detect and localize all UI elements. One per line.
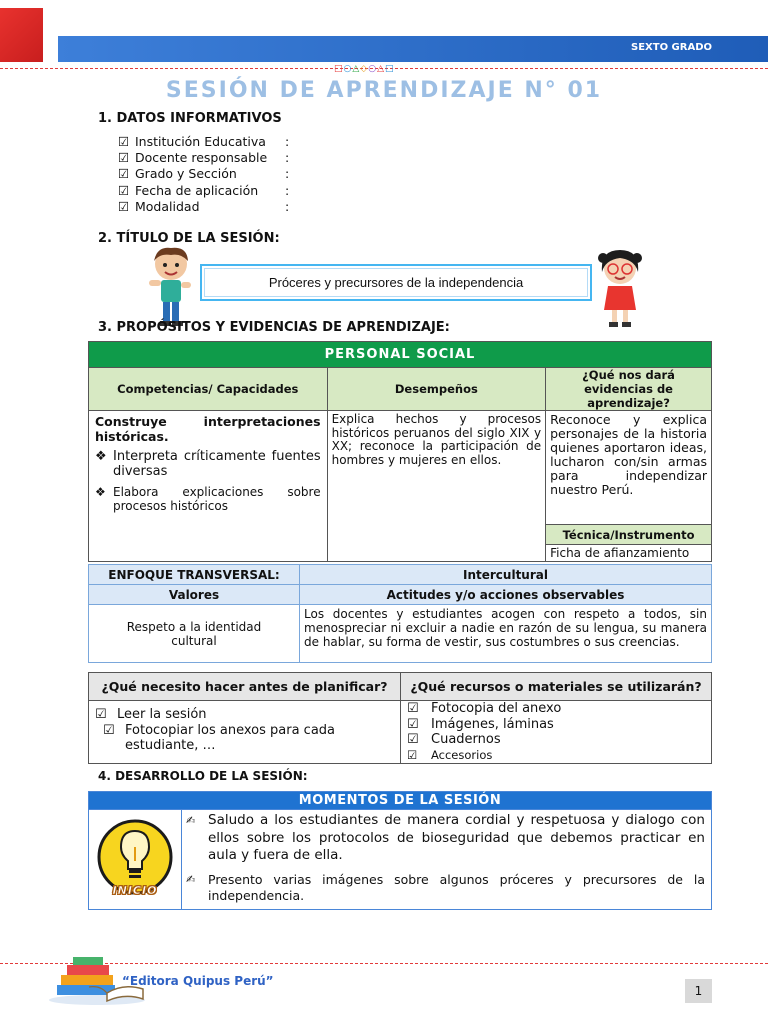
checkbox-icon: ☑ (407, 701, 419, 716)
list-item: ☑ Accesorios (407, 747, 493, 762)
grade-label: SEXTO GRADO (631, 42, 712, 53)
valores-header: Valores (89, 585, 300, 605)
evidencia-cell: Reconoce y explica personajes de la historia quienes aportaron ideas, lucharon con/sin armas para independizar nuestro Perú. (546, 411, 712, 525)
session-title-box: Próceres y precursores de la independencia (200, 264, 592, 301)
checkbox-icon: ☑ (407, 716, 419, 732)
enfoque-value: Intercultural (300, 565, 712, 585)
activity-item: ✍ Presento varias imágenes sobre algunos próceres y precursores de la independencia. (186, 871, 705, 903)
info-item: ☑ Modalidad : (118, 198, 290, 214)
circle-icon: ○ (343, 64, 353, 74)
checkbox-icon: ☑ (118, 166, 130, 182)
page-title: SESIÓN DE APRENDIZAJE N° 01 (165, 78, 603, 103)
checkbox-icon: ☑ (95, 707, 107, 722)
section-1-heading: 1. DATOS INFORMATIVOS (98, 111, 282, 126)
page-number: 1 (685, 979, 712, 1003)
list-item: ☑ Imágenes, láminas (407, 716, 554, 732)
checkbox-icon: ☑ (103, 722, 115, 738)
list-item: ☑ Fotocopia del anexo (407, 701, 562, 716)
diamond-bullet-icon: ❖ (95, 485, 106, 499)
enfoque-table (88, 564, 712, 663)
capacidad-item: ❖ Interpreta críticamente fuentes diversas (95, 449, 321, 479)
editorial-name: “Editora Quipus Perú” (122, 974, 274, 988)
checkbox-icon: ☑ (118, 198, 130, 214)
list-item: ☑ Cuadernos (407, 732, 501, 747)
tecnica-value: Ficha de afianzamiento (546, 545, 712, 562)
info-item: ☑ Fecha de aplicación : (118, 182, 290, 198)
list-item: ☑ Leer la sesión (95, 707, 207, 722)
square-icon: □ (385, 64, 395, 74)
column-header-evidencias: ¿Qué nos dará evidencias de aprendizaje? (546, 368, 712, 411)
actitudes-header: Actitudes y/o acciones observables (300, 585, 712, 605)
inicio-label: INICIO (112, 884, 158, 898)
recursos-header: ¿Qué recursos o materiales se utilizarán? (401, 673, 712, 701)
moments-table (88, 791, 712, 910)
triangle-icon: △ (352, 64, 361, 74)
capacidad-item: ❖ Elabora explicaciones sobre procesos históricos (95, 485, 321, 513)
corner-decoration (0, 8, 43, 62)
decorative-shapes (334, 64, 395, 74)
column-header-competencias: Competencias/ Capacidades (89, 368, 328, 411)
checkbox-icon: ☑ (407, 747, 418, 762)
moments-header: MOMENTOS DE LA SESIÓN (89, 792, 712, 810)
checkbox-icon: ☑ (118, 150, 130, 166)
triangle-icon: △ (377, 64, 385, 74)
info-item: ☑ Docente responsable : (118, 150, 290, 166)
accion-cell: Los docentes y estudiantes acogen con respeto a todos, sin menospreciar ni excluir a nadie en razón de su lengua, su manera de hablar, su forma de vestir, sus costumbres o sus creencias. (300, 605, 712, 663)
list-item: ☑ Fotocopiar los anexos para cada estudiante, … (103, 722, 336, 753)
inicio-content-cell (182, 810, 712, 910)
diamond-icon: ◇ (360, 64, 369, 74)
inicio-badge (97, 817, 173, 901)
section-4-heading: 4. DESARROLLO DE LA SESIÓN: (98, 769, 308, 783)
valor-cell: Respeto a la identidad cultural (89, 605, 300, 663)
checkbox-icon: ☑ (118, 182, 130, 198)
girl-illustration-icon (595, 246, 645, 328)
antes-header: ¿Qué necesito hacer antes de planificar? (89, 673, 401, 701)
writing-hand-icon: ✍ (186, 872, 196, 886)
area-header: PERSONAL SOCIAL (89, 342, 712, 368)
section-2-heading: 2. TÍTULO DE LA SESIÓN: (98, 231, 280, 246)
purposes-table (88, 341, 712, 562)
section-3-heading: 3. PROPÓSITOS Y EVIDENCIAS DE APRENDIZAJE: (98, 320, 450, 335)
boy-illustration-icon (145, 244, 197, 328)
competencias-cell (89, 411, 328, 562)
writing-hand-icon: ✍ (186, 814, 196, 827)
circle-icon: ○ (368, 64, 378, 74)
info-list (118, 134, 289, 215)
inicio-cell (89, 810, 182, 910)
square-icon: □ (334, 64, 344, 74)
antes-cell (89, 701, 401, 764)
diamond-bullet-icon: ❖ (95, 449, 107, 464)
recursos-cell (401, 701, 712, 764)
planning-table (88, 672, 712, 764)
checkbox-icon: ☑ (118, 134, 130, 149)
competencia-text: Construye interpretaciones históricas. (95, 414, 321, 444)
checkbox-icon: ☑ (407, 732, 419, 747)
desempeno-cell: Explica hechos y procesos históricos peruanos del siglo XIX y XX; reconoce la participación de hombres y mujeres en ellos. (327, 411, 546, 562)
info-item: ☑ Grado y Sección : (118, 166, 290, 182)
column-header-desempenos: Desempeños (327, 368, 546, 411)
info-item: ☑ Institución Educativa : (118, 134, 290, 149)
activity-item: ✍ Saludo a los estudiantes de manera cordial y respetuosa y dialogo con ellos sobre los protocolos de bioseguridad que debemos practicar en aula y fuera de ella. (186, 812, 705, 863)
enfoque-label: ENFOQUE TRANSVERSAL: (89, 565, 300, 585)
tecnica-header: Técnica/Instrumento (546, 525, 712, 545)
